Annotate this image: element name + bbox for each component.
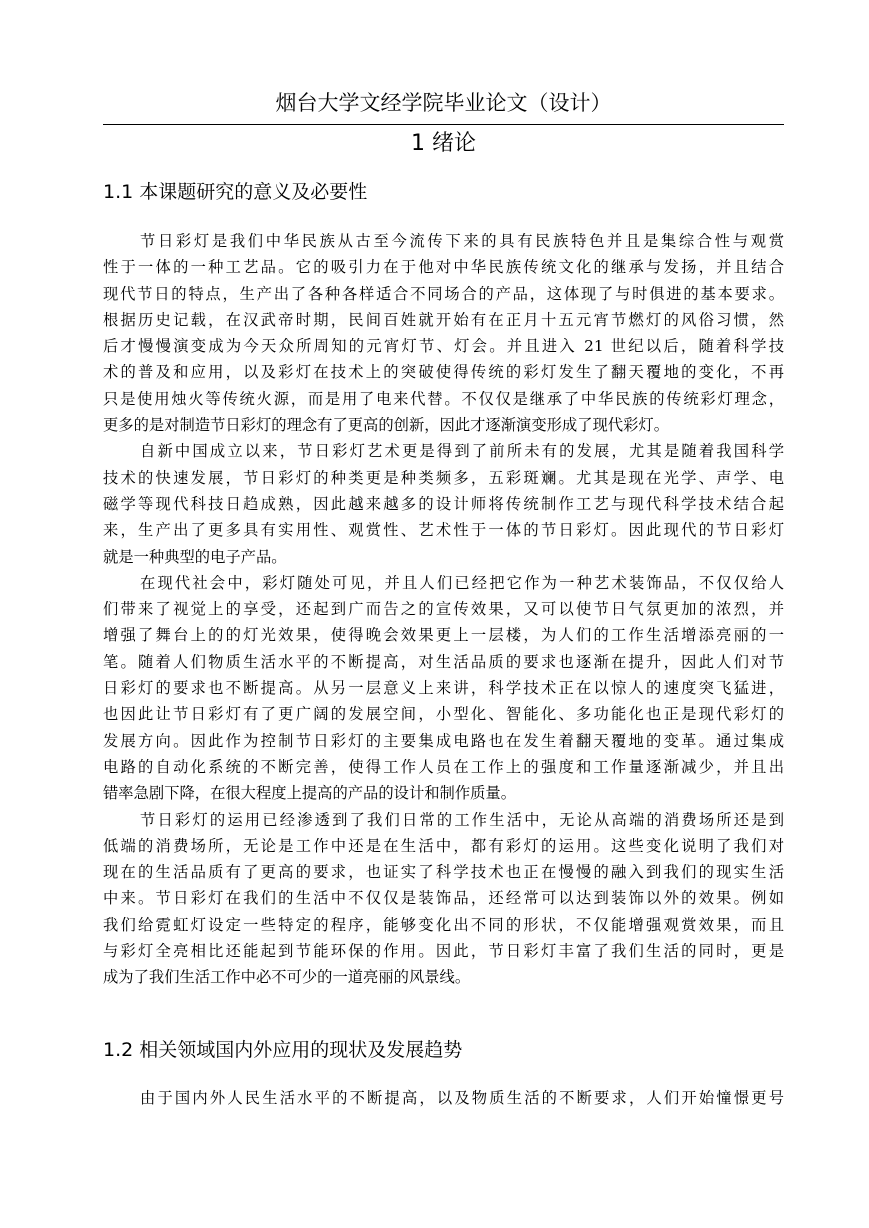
paragraph	[103, 438, 784, 569]
paragraph	[103, 228, 784, 438]
text-line: 现在的生活品质有了更高的要求，也证实了科学技术也正在慢慢的融入到我们的现实生活	[103, 863, 784, 882]
text-line: 们带来了视觉上的享受，还起到广而告之的宣传效果，又可以使节日气氛更加的浓烈，并	[103, 600, 784, 619]
text-line: 电路的自动化系统的不断完善，使得工作人员在工作上的强度和工作量逐渐减少，并且出	[103, 757, 784, 776]
text-line: 成为了我们生活工作中必不可少的一道亮丽的风景线。	[103, 968, 471, 987]
text-line: 也因此让节日彩灯有了更广阔的发展空间，小型化、智能化、多功能化也正是现代彩灯的	[103, 705, 784, 724]
paragraph	[103, 807, 784, 991]
section-1-1-body	[103, 228, 784, 991]
text-line: 低端的消费场所，无论是工作中还是在生活中，都有彩灯的运用。这些变化说明了我们对	[103, 836, 784, 855]
text-line: 中来。节日彩灯在我们的生活中不仅仅是装饰品，还经常可以达到装饰以外的效果。例如	[103, 889, 784, 908]
text-line: 日彩灯的要求也不断提高。从另一层意义上来讲，科学技术正在以惊人的速度突飞猛进，	[103, 679, 784, 698]
text-line: 现代节日的特点，生产出了各种各样适合不同场合的产品，这体现了与时俱进的基本要求。	[103, 284, 784, 303]
chapter-title: 1 绪论	[411, 131, 476, 156]
text-line: 磁学等现代科技日趋成熟，因此越来越多的设计师将传统制作工艺与现代科学技术结合起	[103, 494, 784, 513]
text-line: 性于一体的一种工艺品。它的吸引力在于他对中华民族传统文化的继承与发扬，并且结合	[103, 258, 784, 277]
page-header-title: 烟台大学文经学院毕业论文（设计）	[275, 91, 612, 115]
paragraph	[103, 570, 784, 807]
text-line: 我们给霓虹灯设定一些特定的程序，能够变化出不同的形状，不仅能增强观赏效果，而且	[103, 915, 784, 934]
text-line: 笔。随着人们物质生活水平的不断提高，对生活品质的要求也逐渐在提升，因此人们对节	[103, 652, 784, 671]
text-line: 与彩灯全亮相比还能起到节能环保的作用。因此，节日彩灯丰富了我们生活的同时，更是	[103, 942, 784, 961]
paragraph	[103, 1085, 784, 1111]
text-line: 自新中国成立以来，节日彩灯艺术更是得到了前所未有的发展，尤其是随着我国科学	[140, 442, 784, 461]
section-1-2-body	[103, 1085, 784, 1111]
header-rule	[103, 124, 784, 125]
text-line: 增强了舞台上的的灯光效果，使得晚会效果更上一层楼，为人们的工作生活增添亮丽的一	[103, 626, 784, 645]
text-line: 术的普及和应用，以及彩灯在技术上的突破使得传统的彩灯发生了翻天覆地的变化，不再	[103, 363, 784, 382]
text-line: 来，生产出了更多具有实用性、观赏性、艺术性于一体的节日彩灯。因此现代的节日彩灯	[103, 521, 784, 540]
text-line: 更多的是对制造节日彩灯的理念有了更高的创新，因此才逐渐演变形成了现代彩灯。	[103, 416, 669, 435]
text-line: 只是使用烛火等传统火源，而是用了电来代替。不仅仅是继承了中华民族的传统彩灯理念，	[103, 389, 784, 408]
text-line: 错率急剧下降，在很大程度上提高的产品的设计和制作质量。	[103, 784, 517, 803]
text-line: 后才慢慢演变成为今天众所周知的元宵灯节、灯会。并且进入 21 世纪以后，随着科学技	[103, 337, 784, 356]
text-line: 技术的快速发展，节日彩灯的种类更是种类频多，五彩斑斓。尤其是现在光学、声学、电	[103, 468, 784, 487]
text-line: 就是一种典型的电子产品。	[103, 547, 287, 566]
text-line: 节日彩灯的运用已经渗透到了我们日常的工作生活中，无论从高端的消费场所还是到	[140, 810, 784, 829]
text-line: 节日彩灯是我们中华民族从古至今流传下来的具有民族特色并且是集综合性与观赏	[140, 232, 784, 250]
text-line: 由于国内外人民生活水平的不断提高，以及物质生活的不断要求，人们开始憧憬更号	[140, 1089, 784, 1107]
text-line: 发展方向。因此作为控制节日彩灯的主要集成电路也在发生着翻天覆地的变革。通过集成	[103, 731, 784, 750]
section-heading-1-1: 1.1 本课题研究的意义及必要性	[103, 181, 368, 203]
text-line: 在现代社会中，彩灯随处可见，并且人们已经把它作为一种艺术装饰品，不仅仅给人	[140, 573, 784, 592]
section-heading-1-2: 1.2 相关领域国内外应用的现状及发展趋势	[103, 1039, 463, 1061]
text-line: 根据历史记载，在汉武帝时期，民间百姓就开始有在正月十五元宵节燃灯的风俗习惯，然	[103, 310, 784, 329]
